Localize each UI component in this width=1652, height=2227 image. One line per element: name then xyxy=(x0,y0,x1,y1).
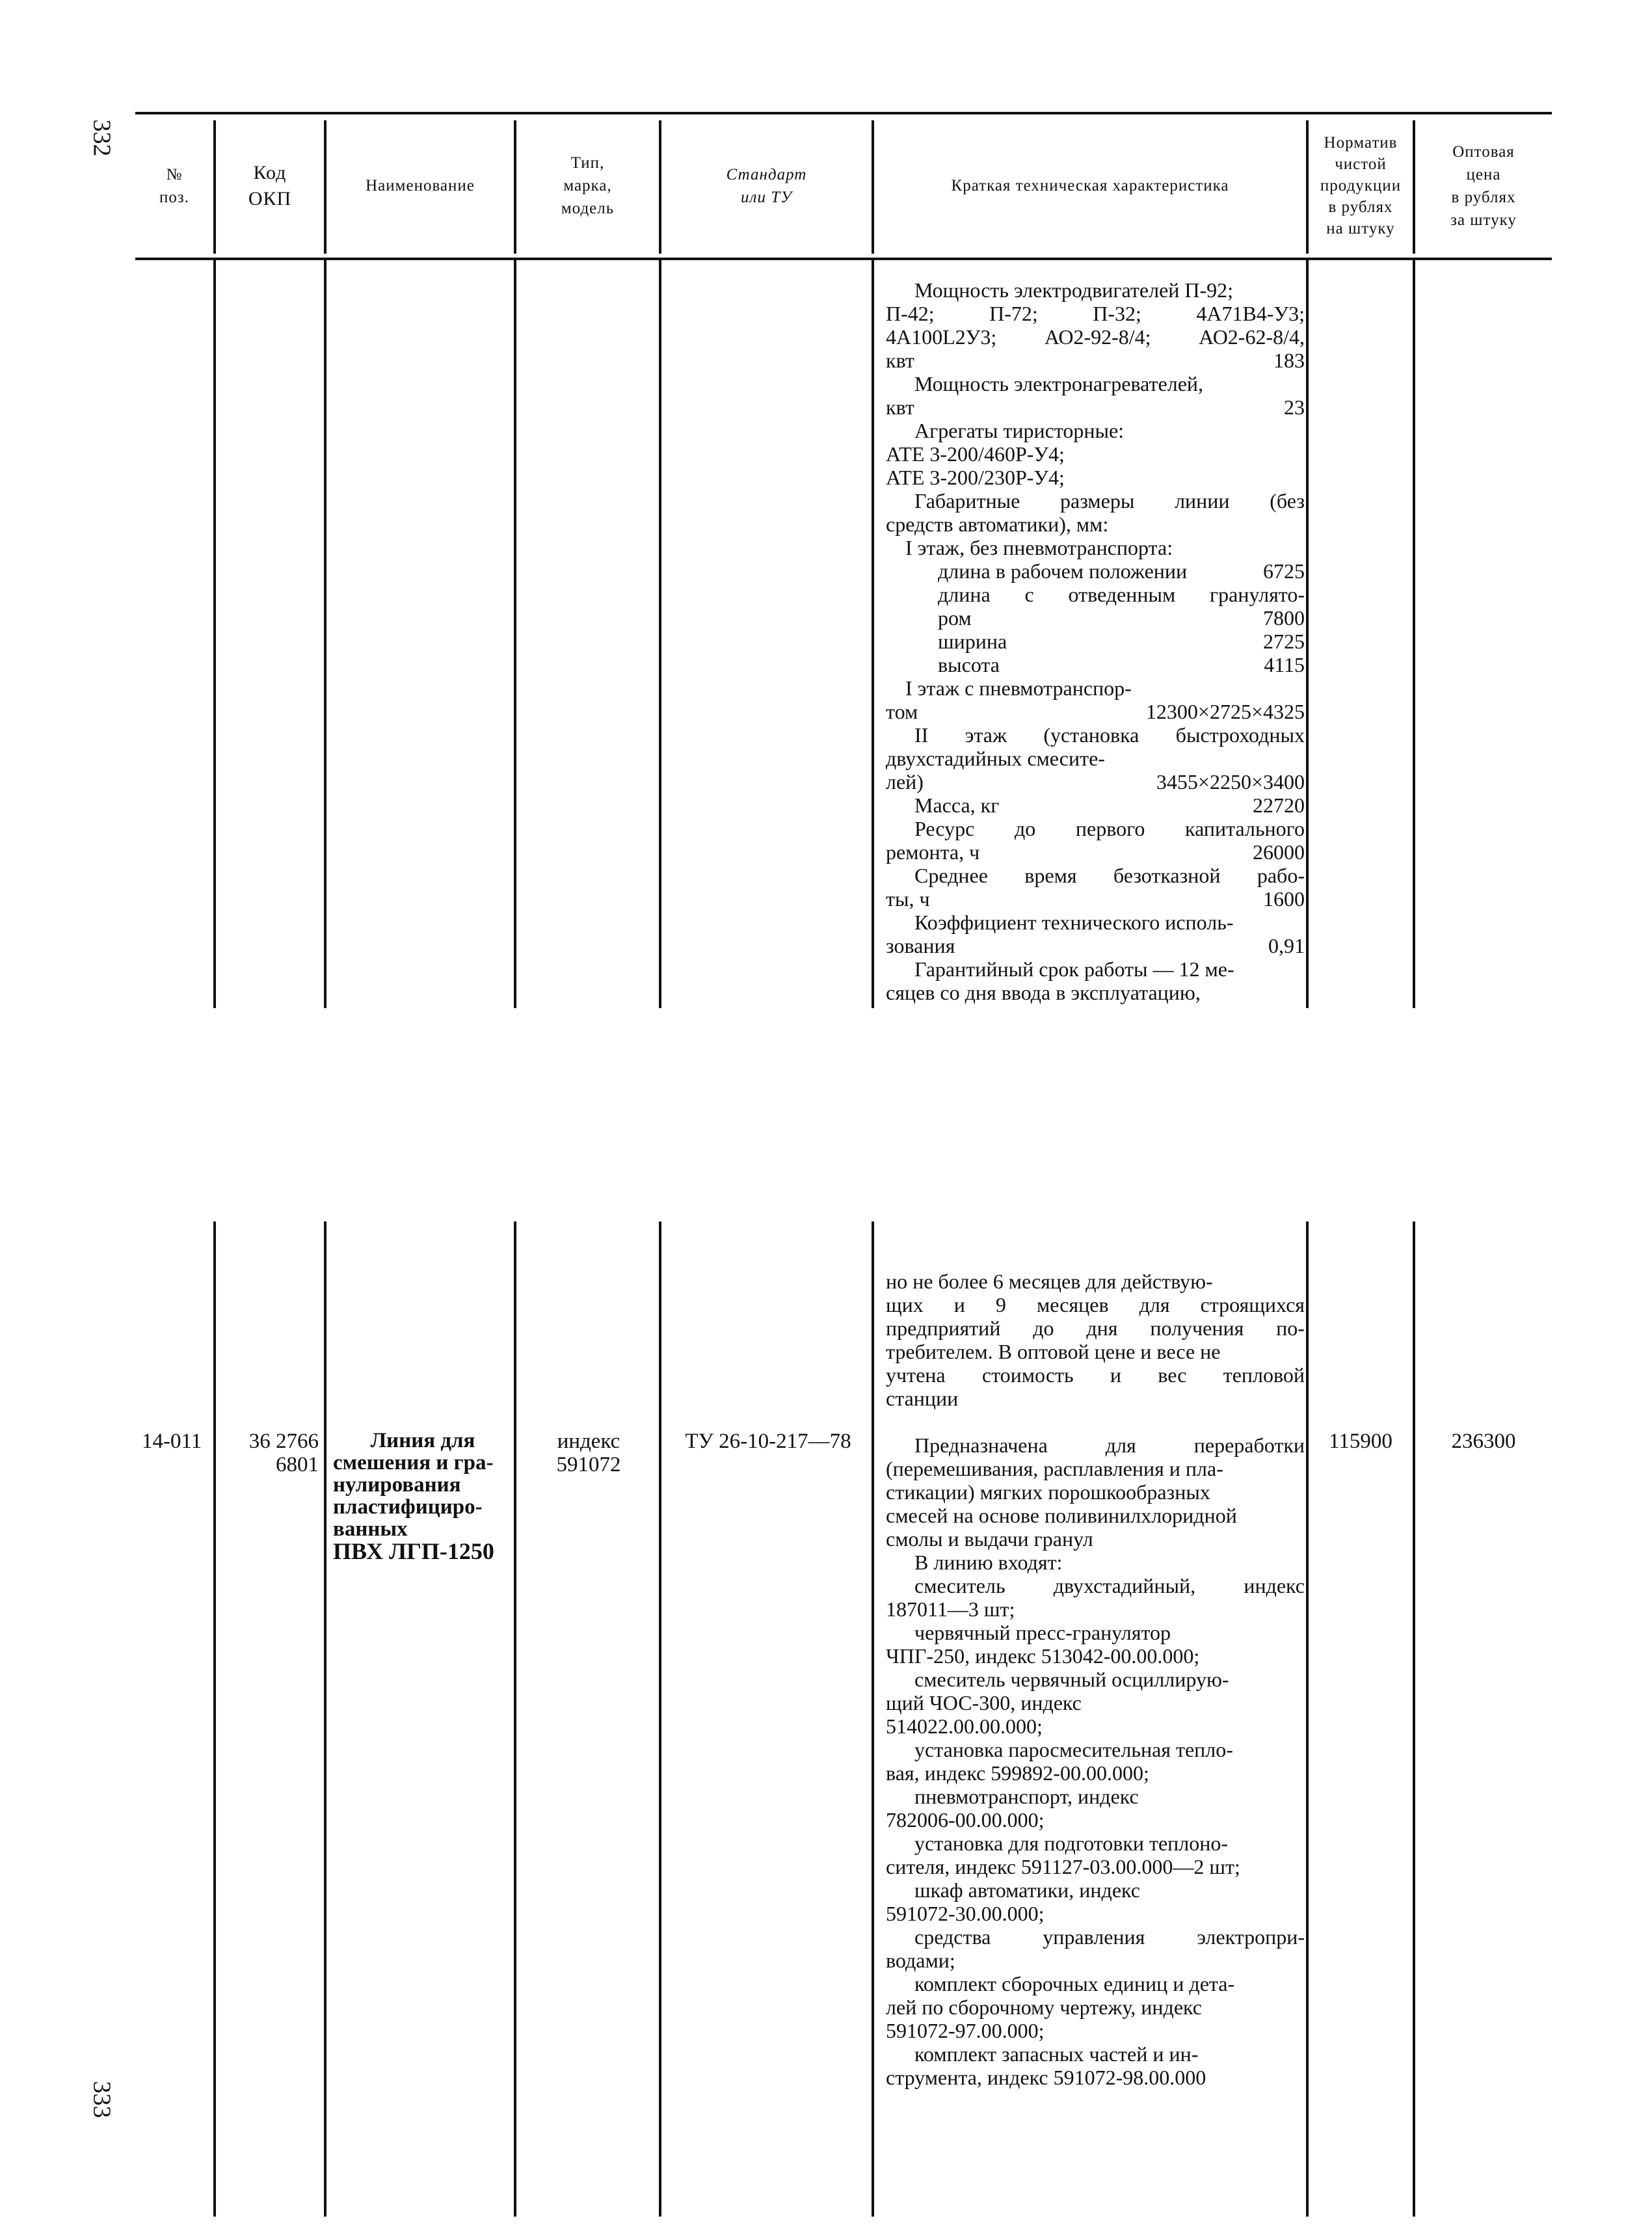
spec-line xyxy=(886,349,1305,372)
page-number-top: 332 xyxy=(88,119,116,157)
column-rule xyxy=(872,260,874,1008)
spec-line: Коэффициент технического исполь- xyxy=(914,911,1234,934)
spec-line: В линию входят: xyxy=(914,1551,1063,1574)
spec-line: (перемешивания, расплавления и пла- xyxy=(886,1457,1223,1480)
spec-word: по- xyxy=(1276,1316,1305,1340)
item-type: индекс 591072 xyxy=(556,1430,621,1476)
spec-line xyxy=(886,793,1305,817)
column-rule xyxy=(872,1221,874,2217)
column-rule xyxy=(659,260,661,1008)
spec-line xyxy=(886,817,1305,840)
spec-line xyxy=(886,934,1305,957)
spec-word: получения xyxy=(1150,1316,1244,1340)
spec-line: лей по сборочному чертежу, индекс xyxy=(886,1995,1202,2019)
header-okp: Код ОКП xyxy=(248,161,292,209)
item-okp-code: 36 2766 6801 xyxy=(248,1430,319,1476)
spec-line: комплект сборочных единиц и дета- xyxy=(914,1972,1235,1995)
spec-word: Габаритные xyxy=(914,489,1020,513)
spec-line: 591072-97.00.000; xyxy=(886,2019,1045,2042)
spec-word: до xyxy=(1014,817,1036,840)
spec-word: ремонта, ч xyxy=(886,840,980,864)
spec-line xyxy=(886,325,1305,349)
spec-word: стоимость xyxy=(981,1363,1074,1387)
spec-line xyxy=(886,559,1305,583)
spec-word: тепловой xyxy=(1223,1363,1305,1387)
column-rule xyxy=(1306,260,1309,1008)
spec-word: Предназначена xyxy=(914,1434,1048,1457)
spec-word: до xyxy=(1033,1316,1054,1340)
spec-word: 4115 xyxy=(1264,653,1305,676)
spec-word: ширина xyxy=(938,630,1007,653)
item-norm-price: 115900 xyxy=(1329,1430,1392,1453)
spec-line: 782006-00.00.000; xyxy=(886,1808,1045,1832)
spec-word: АО2-92-8/4; xyxy=(1044,325,1151,349)
column-rule xyxy=(324,1221,326,2217)
spec-word: щих xyxy=(886,1293,924,1316)
spec-line: I этаж с пневмотранспор- xyxy=(905,676,1132,700)
spec-line: станции xyxy=(886,1387,959,1410)
spec-line: сяцев со дня ввода в эксплуатацию, xyxy=(886,981,1201,1004)
spec-word: ром xyxy=(938,606,972,630)
spec-word: двухстадийный, xyxy=(1053,1574,1196,1597)
spec-line: установка для подготовки теплоно- xyxy=(914,1832,1229,1855)
spec-word: 26000 xyxy=(1253,840,1305,864)
spec-word: длина xyxy=(938,583,991,606)
item-wholesale-price: 236300 xyxy=(1451,1430,1516,1453)
spec-line: стикации) мягких порошкообразных xyxy=(886,1480,1210,1504)
spec-word: управления xyxy=(1043,1925,1145,1949)
spec-word: рабо- xyxy=(1257,864,1305,887)
spec-word: 0,91 xyxy=(1268,934,1305,957)
spec-line xyxy=(886,1434,1305,1457)
spec-line: 187011—3 шт; xyxy=(886,1597,1015,1621)
header-bottom-rule xyxy=(135,258,1552,260)
spec-line: червячный пресс-гранулятор xyxy=(914,1621,1171,1644)
bottom-spec-text xyxy=(886,1270,1305,2089)
spec-word: том xyxy=(886,700,918,723)
spec-word: II xyxy=(914,723,929,747)
spec-word: и xyxy=(1110,1363,1122,1387)
spec-line: Мощность электродвигателей П-92; xyxy=(914,278,1234,302)
spec-line: I этаж, без пневмотранспорта: xyxy=(905,536,1173,559)
spec-line: средств автоматики), мм: xyxy=(886,513,1109,536)
spec-line: установка паросмесительная тепло- xyxy=(914,1738,1233,1761)
column-rule xyxy=(514,1221,516,2217)
spec-line: но не более 6 месяцев для действую- xyxy=(886,1270,1213,1293)
spec-word: дня xyxy=(1086,1316,1118,1340)
spec-word: П-72; xyxy=(989,302,1038,325)
spec-word: (установка xyxy=(1043,723,1139,747)
spec-line: щий ЧОС-300, индекс xyxy=(886,1691,1082,1714)
spec-line: пневмотранспорт, индекс xyxy=(914,1785,1139,1808)
spec-word: 4А71В4-У3; xyxy=(1196,302,1305,325)
spec-word: строящихся xyxy=(1200,1293,1305,1316)
spec-word: безотказной xyxy=(1113,864,1221,887)
spec-line xyxy=(886,700,1305,723)
spec-word: для xyxy=(1139,1293,1170,1316)
spec-word: 4А100L2У3; xyxy=(886,325,997,349)
item-position: 14-011 xyxy=(142,1430,202,1453)
spec-word: электропри- xyxy=(1197,1925,1305,1949)
spec-word: средства xyxy=(914,1925,991,1949)
spec-line: АТЕ 3-200/230Р-У4; xyxy=(886,466,1065,489)
spec-line xyxy=(886,630,1305,653)
spec-word: (без xyxy=(1270,489,1305,513)
spec-word: квт xyxy=(886,349,914,372)
spec-line: водами; xyxy=(886,1949,955,1972)
spec-line xyxy=(886,1574,1305,1597)
spec-word: учтена xyxy=(886,1363,946,1387)
header-standard: Стандарт или ТУ xyxy=(726,165,807,206)
spec-word: быстроходных xyxy=(1175,723,1305,747)
spec-word: месяцев xyxy=(1036,1293,1109,1316)
spec-line xyxy=(886,395,1305,419)
spec-line: вая, индекс 599892-00.00.000; xyxy=(886,1761,1149,1785)
spec-word: с xyxy=(1024,583,1034,606)
spec-line: смесей на основе поливинилхлоридной xyxy=(886,1504,1237,1527)
spec-word: отведенным xyxy=(1068,583,1176,606)
spec-word: длина в рабочем положении xyxy=(938,559,1188,583)
column-rule xyxy=(1306,1221,1309,2217)
spec-line xyxy=(886,653,1305,676)
spec-line: АТЕ 3-200/460Р-У4; xyxy=(886,442,1065,466)
spec-word: первого xyxy=(1075,817,1145,840)
spec-word: линии xyxy=(1175,489,1230,513)
spec-line: Мощность электронагревателей, xyxy=(914,372,1204,395)
spec-line: комплект запасных частей и ин- xyxy=(914,2042,1199,2066)
spec-line: смеситель червячный осциллирую- xyxy=(914,1668,1229,1691)
spec-word: 12300×2725×4325 xyxy=(1145,700,1305,723)
spec-line xyxy=(886,840,1305,864)
spec-word: смеситель xyxy=(914,1574,1006,1597)
item-standard: ТУ 26-10-217—78 xyxy=(685,1430,851,1453)
spec-word: высота xyxy=(938,653,1000,676)
spec-line: шкаф автоматики, индекс xyxy=(914,1878,1140,1902)
spec-word: 7800 xyxy=(1263,606,1305,630)
spec-word: АО2-62-8/4, xyxy=(1199,325,1305,349)
spec-word: ты, ч xyxy=(886,887,930,911)
spec-word: и xyxy=(953,1293,965,1316)
header-pos: № поз. xyxy=(159,165,189,206)
spec-word: Среднее xyxy=(914,864,988,887)
spec-line: струмента, индекс 591072-98.00.000 xyxy=(886,2066,1206,2089)
spec-line: ЧПГ-250, индекс 513042-00.00.000; xyxy=(886,1644,1200,1668)
top-spec-text xyxy=(886,278,1305,1004)
spec-line: 591072-30.00.000; xyxy=(886,1902,1045,1925)
spec-line: Агрегаты тиристорные: xyxy=(914,419,1125,442)
spec-word: гранулято- xyxy=(1210,583,1305,606)
spec-word: переработки xyxy=(1193,1434,1305,1457)
spec-word: зования xyxy=(886,934,955,957)
spec-word: размеры xyxy=(1060,489,1135,513)
header-price: Оптовая цена в рублях за штуку xyxy=(1450,142,1517,229)
spec-line: сителя, индекс 591127-03.00.000—2 шт; xyxy=(886,1855,1240,1878)
spec-line xyxy=(886,770,1305,793)
column-rule xyxy=(1413,1221,1415,2217)
spec-word: 183 xyxy=(1273,349,1305,372)
spec-line xyxy=(886,864,1305,887)
column-rule xyxy=(324,260,326,1008)
column-rule xyxy=(213,1221,216,2217)
spec-word: квт xyxy=(886,395,914,419)
spec-line xyxy=(886,1293,1305,1316)
spec-word: 22720 xyxy=(1253,793,1305,817)
spec-line xyxy=(886,723,1305,747)
spec-word: предприятий xyxy=(886,1316,1001,1340)
spec-line: 514022.00.00.000; xyxy=(886,1714,1043,1738)
spec-word: вес xyxy=(1158,1363,1187,1387)
page-number-bottom: 333 xyxy=(88,2081,116,2118)
header-norm: Норматив чистой продукции в рублях на штуку xyxy=(1320,134,1402,237)
spec-word: 3455×2250×3400 xyxy=(1156,770,1305,793)
spec-word: П-42; xyxy=(886,302,935,325)
spec-word: 23 xyxy=(1284,395,1305,419)
spec-word: 6725 xyxy=(1263,559,1305,583)
spec-word: для xyxy=(1105,1434,1136,1457)
spec-word: лей) xyxy=(886,770,924,793)
header-type: Тип, марка, модель xyxy=(561,154,615,217)
item-name: Линия для смешения и гра- нулирования пластифициро- ванных ПВХ ЛГП-1250 xyxy=(333,1429,494,1564)
spec-line xyxy=(886,1925,1305,1949)
spec-line: двухстадийных смесите- xyxy=(886,747,1105,770)
spec-line xyxy=(886,583,1305,606)
header-name: Наименование xyxy=(366,177,475,194)
spec-line xyxy=(886,606,1305,630)
spec-word: Ресурс xyxy=(914,817,975,840)
column-rule xyxy=(659,1221,661,2217)
spec-word: П-32; xyxy=(1093,302,1141,325)
column-rule xyxy=(1413,260,1415,1008)
spec-line: Гарантийный срок работы — 12 ме- xyxy=(914,957,1234,981)
spec-word: 1600 xyxy=(1263,887,1305,911)
spec-line xyxy=(886,489,1305,513)
spec-word: время xyxy=(1024,864,1077,887)
spec-word: индекс xyxy=(1244,1574,1305,1597)
spec-line xyxy=(886,1410,1305,1434)
spec-word: капитального xyxy=(1185,817,1305,840)
spec-line xyxy=(886,1363,1305,1387)
spec-word: 2725 xyxy=(1263,630,1305,653)
column-rule xyxy=(514,260,516,1008)
spec-line: требителем. В оптовой цене и весе не xyxy=(886,1340,1221,1363)
spec-word: 9 xyxy=(995,1293,1006,1316)
column-rule xyxy=(213,260,216,1008)
header-top-rule xyxy=(135,112,1552,114)
spec-line xyxy=(886,1316,1305,1340)
spec-line: смолы и выдачи гранул xyxy=(886,1527,1093,1551)
spec-word: Масса, кг xyxy=(914,793,1000,817)
spec-line xyxy=(886,302,1305,325)
spec-line xyxy=(886,887,1305,911)
header-spec: Краткая техническая характеристика xyxy=(951,177,1229,194)
spec-word: этаж xyxy=(965,723,1007,747)
